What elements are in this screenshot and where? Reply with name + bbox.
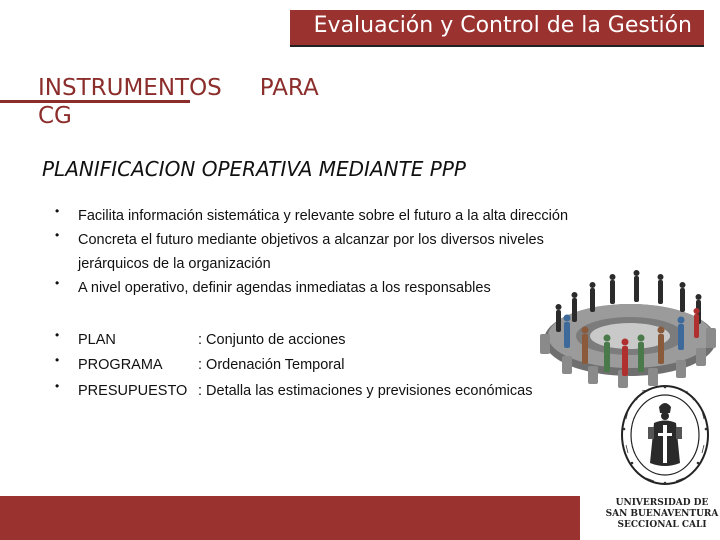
slide-title xyxy=(38,74,319,130)
term-definition: : Ordenación Temporal xyxy=(198,357,345,373)
title-line2: CG xyxy=(38,103,72,129)
bullet-text: A nivel operativo, definir agendas inmediatas a los responsables xyxy=(78,280,491,296)
bullet-dot: • xyxy=(55,379,60,393)
footer-bar xyxy=(0,496,580,540)
bullet-dot: • xyxy=(55,228,60,242)
bullet-dot: • xyxy=(55,328,60,342)
bullet-text: Facilita información sistemática y relevante sobre el futuro a la alta dirección xyxy=(78,208,569,224)
logo-line3: SECCIONAL CALI xyxy=(617,520,707,530)
university-logo-text xyxy=(604,498,720,531)
bullet-dot: • xyxy=(55,204,60,218)
term-label: PRESUPUESTO xyxy=(78,383,188,399)
logo-line2: SAN BUENAVENTURA xyxy=(605,509,719,519)
header-title: Evaluación y Control de la Gestión xyxy=(313,13,692,38)
bullet-dot: • xyxy=(55,276,60,290)
term-label: PROGRAMA xyxy=(78,357,163,373)
term-definition: : Detalla las estimaciones y previsiones económicas xyxy=(198,383,533,399)
term-definition: : Conjunto de acciones xyxy=(198,332,346,348)
gear-people-illustration xyxy=(538,262,718,390)
title-para: PARA xyxy=(259,75,319,101)
bullet-dot: • xyxy=(55,353,60,367)
logo-line1: UNIVERSIDAD DE xyxy=(615,498,709,508)
slide-subtitle: PLANIFICACION OPERATIVA MEDIANTE PPP xyxy=(42,157,466,181)
bullet-text: jerárquicos de la organización xyxy=(78,256,271,272)
term-label: PLAN xyxy=(78,332,116,348)
header-bar xyxy=(290,10,704,45)
header-divider xyxy=(290,45,704,47)
university-seal xyxy=(620,383,710,486)
bullet-text: Concreta el futuro mediante objetivos a alcanzar por los diversos niveles xyxy=(78,232,544,248)
title-line1: INSTRUMENTOS xyxy=(38,75,222,101)
